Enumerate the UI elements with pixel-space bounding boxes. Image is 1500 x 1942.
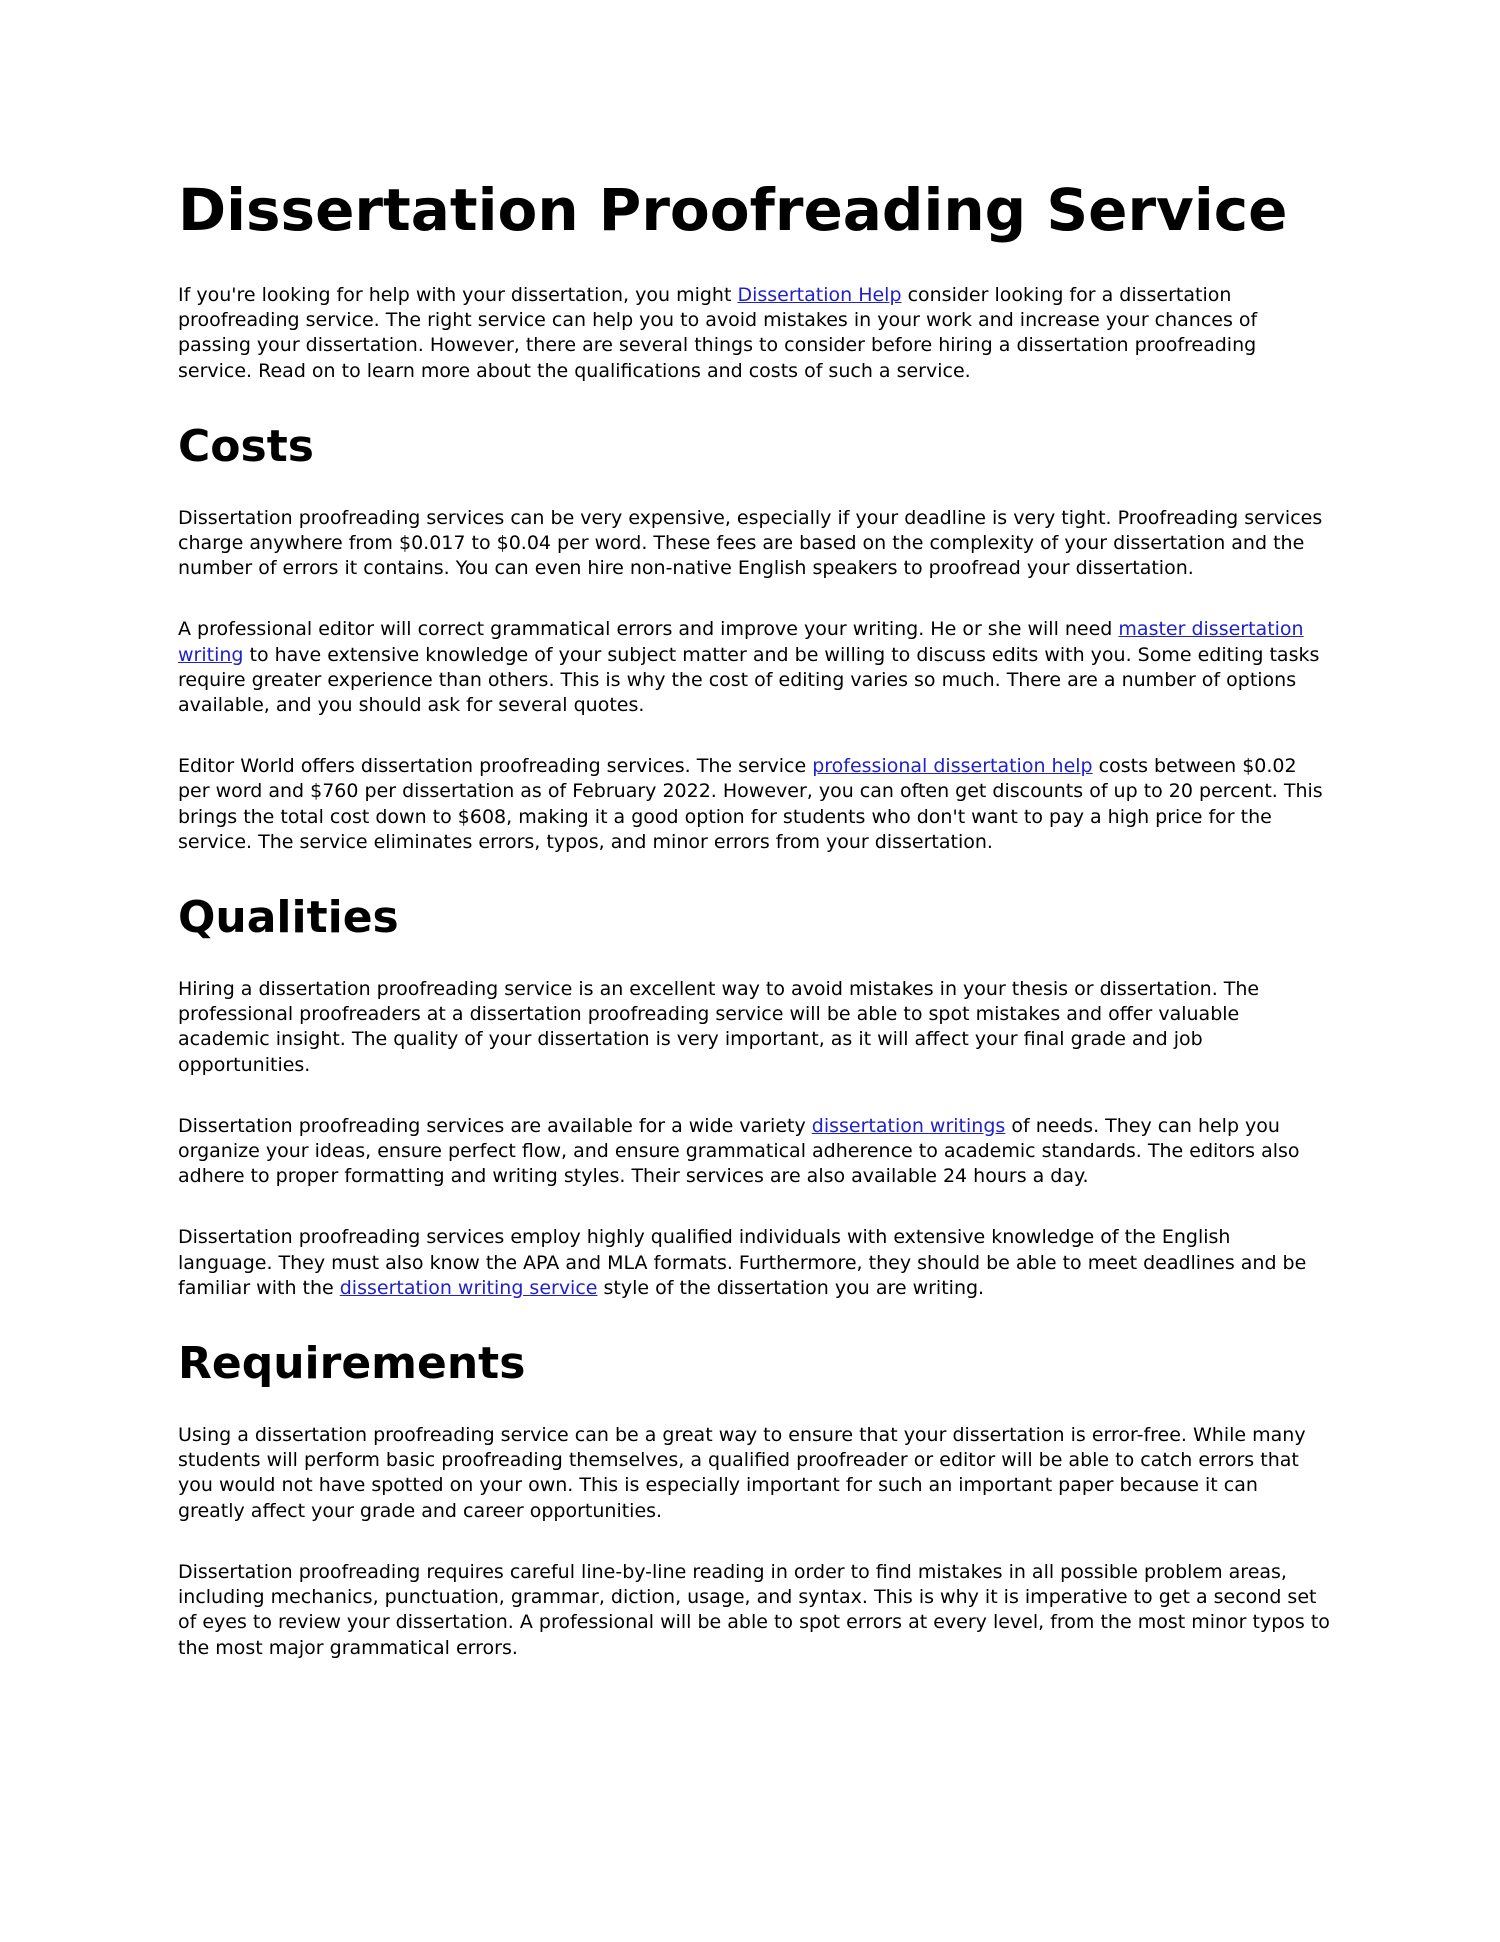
master-dissertation-writing-link[interactable]: master dissertation writing [178,618,1304,666]
professional-dissertation-help-link[interactable]: professional dissertation help [812,755,1093,778]
requirements-paragraph-2: Dissertation proofreading requires careful line-by-line reading in order to find mistakes in all possible problem areas, including mechanics, punctuation, grammar, diction, usage, and syntax. This is why it is imperative to get a second set of eyes to review your dissertation. A professional will be able to spot errors at every level, from the most minor typos to the most major grammatical errors. [178,1560,1330,1659]
requirements-paragraph-1: Using a dissertation proofreading service can be a great way to ensure that your dissertation is error-free. While many students will perform basic proofreading themselves, a qualified proofreader or editor will be able to catch errors that you would not have spotted on your own. This is especially important for such an important paper because it can greatly affect your grade and career opportunities. [178,1424,1306,1522]
text: costs between $0.02 per word and $760 per dissertation as of February 2022. However, you can often get discounts of up to 20 percent. This brings the total cost down to $608, making it a good option for students who don't want to pay a high price for the service. The service eliminates errors, typos, and minor errors from your dissertation. [178,755,1323,853]
intro-paragraph [178,283,1330,384]
text: of needs. They can help you organize your ideas, ensure perfect flow, and ensure grammatical adherence to academic standards. The editors also adhere to proper formatting and writing styles. Their services are also available 24 hours a day. [178,1114,1300,1188]
costs-paragraph-1: Dissertation proofreading services can be very expensive, especially if your deadline is very tight. Proofreading services charge anywhere from $0.017 to $0.04 per word. These fees are based on the complexity of your dissertation and the number of errors it contains. You can even hire non-native English speakers to proofread your dissertation. [178,506,1323,580]
text: style of the dissertation you are writing. [597,1276,985,1299]
page-title: Dissertation Proofreading Service [178,176,1288,244]
text: Editor World offers dissertation proofreading services. The service [178,755,813,778]
costs-paragraph-2 [178,617,1330,718]
text: consider looking for a dissertation proofreading service. The right service can help you to avoid mistakes in your work and increase your chances of passing your dissertation. However, there are several things to consider before hiring a dissertation proofreading service. Read on to learn more about the qualifications and costs of such a service. [178,284,1258,382]
text: Dissertation proofreading services employ highly qualified individuals with extensive knowledge of the English language. They must also know the APA and MLA formats. Furthermore, they should be able to meet deadlines and be familiar with the [178,1226,1307,1299]
text: Dissertation proofreading services are available for a wide variety [178,1114,812,1137]
dissertation-writing-service-link[interactable]: dissertation writing service [339,1276,598,1299]
qualities-paragraph-3 [178,1225,1330,1301]
text: A professional editor will correct grammatical errors and improve your writing. He or she will need [178,618,1119,641]
text: to have extensive knowledge of your subject matter and be willing to discuss edits with you. Some editing tasks require greater experience than others. This is why the cost of editing varies so much. There are a number of options available, and you should ask for several quotes. [178,643,1320,717]
costs-heading: Costs [178,420,314,472]
dissertation-help-link[interactable]: Dissertation Help [737,284,902,306]
requirements-heading: Requirements [178,1338,526,1390]
qualities-paragraph-1: Hiring a dissertation proofreading service is an excellent way to avoid mistakes in your thesis or dissertation. The professional proofreaders at a dissertation proofreading service will be able to spot mistakes and offer valuable academic insight. The quality of your dissertation is very important, as it will affect your final grade and job opportunities. [178,978,1260,1076]
article [178,175,1330,1697]
dissertation-writings-link[interactable]: dissertation writings [811,1114,1006,1137]
text: If you're looking for help with your dissertation, you might [178,284,738,306]
qualities-paragraph-2 [178,1114,1330,1190]
qualities-heading: Qualities [178,892,399,944]
costs-paragraph-3 [178,754,1330,855]
